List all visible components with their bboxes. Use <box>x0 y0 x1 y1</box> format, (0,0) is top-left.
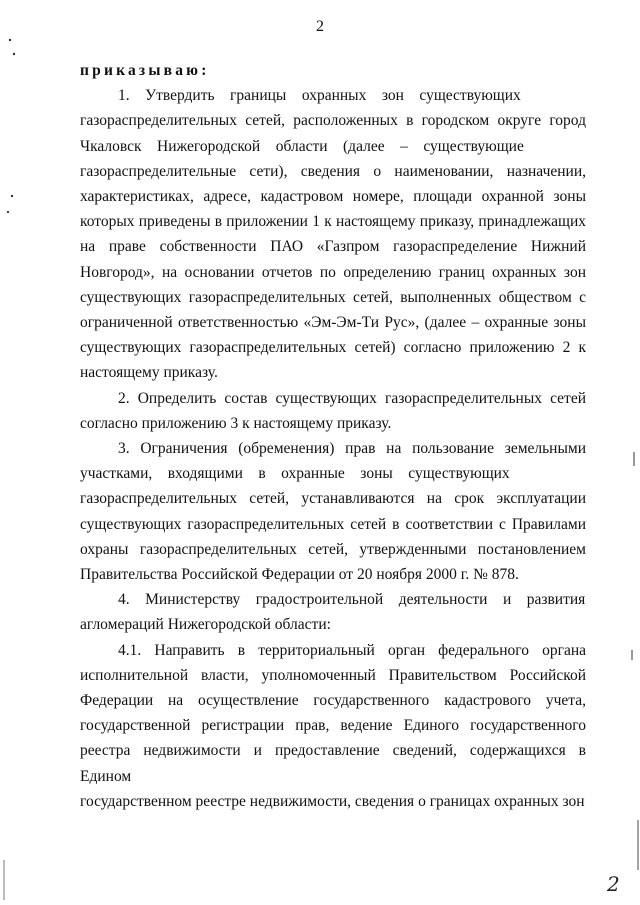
text-line: согласно приложению 3 к настоящему приказу. <box>80 414 392 432</box>
paragraph-p41 <box>80 638 586 814</box>
paragraph-p3 <box>80 436 586 587</box>
text-line: государственном реестре недвижимости, сведения о границах охранных зон <box>80 792 585 810</box>
text-line: существующих газораспределительных сетей) согласно приложению 2 к <box>80 339 586 357</box>
text-line: Правительства Российской Федерации от 20 ноября 2000 г. № 878. <box>80 566 519 584</box>
text-line: Чкаловск Нижегородской области (далее – существующие <box>80 137 524 155</box>
text-line: газораспределительных сетей, устанавливаются на срок эксплуатации <box>80 490 586 508</box>
text-line: 2. Определить состав существующих газораспределительных сетей <box>118 389 586 407</box>
text-line: охраны газораспределительных сетей, утвержденными постановлением <box>80 540 586 558</box>
text-line: газораспределительные сети), сведения о наименовании, назначении, <box>80 162 586 180</box>
text-line: реестра недвижимости и предоставление сведений, содержащихся в Едином <box>80 742 586 785</box>
text-line: участками, входящими в охранные зоны существующих <box>80 465 510 483</box>
text-line: которых приведены в приложении 1 к настоящему приказу, принадлежащих <box>80 213 586 231</box>
text-line: агломераций Нижегородской области: <box>80 616 331 634</box>
paragraph-p2 <box>80 386 586 436</box>
text-line: существующих газораспределительных сетей, выполненных обществом с <box>80 288 586 306</box>
text-line: Новгород», на основании отчетов по определению границ охранных зон <box>80 263 586 281</box>
text-line: характеристиках, адресе, кадастровом номере, площади охранной зоны <box>80 188 586 206</box>
text-line: государственной регистрации прав, ведение Единого государственного <box>80 717 586 735</box>
text-line: 1. Утвердить границы охранных зон существующих <box>118 87 521 105</box>
text-line: на праве собственности ПАО «Газпром газораспределение Нижний <box>80 238 586 256</box>
page-number: 2 <box>316 18 324 35</box>
text-line: 4. Министерству градостроительной деятельности и развития <box>118 591 586 609</box>
paragraph-list <box>80 83 586 814</box>
text-line: 4.1. Направить в территориальный орган федерального органа <box>118 641 586 659</box>
text-line: 3. Ограничения (обременения) прав на пользование земельными <box>118 440 586 458</box>
handwritten-page-mark <box>604 871 630 897</box>
text-line: газораспределительных сетей, расположенных в городском округе город <box>80 112 586 130</box>
order-heading: приказываю: <box>80 62 210 79</box>
text-line: настоящему приказу. <box>80 364 218 382</box>
text-line: Федерации на осуществление государственного кадастрового учета, <box>80 692 586 710</box>
text-line: существующих газораспределительных сетей в соответствии с Правилами <box>80 515 586 533</box>
paragraph-p1 <box>80 83 586 385</box>
document-body <box>80 58 586 814</box>
handwritten-number: 2 <box>607 872 620 896</box>
text-line: ограниченной ответственностью «Эм-Эм-Ти Рус», (далее – охранные зоны <box>80 314 586 332</box>
text-line: исполнительной власти, уполномоченный Правительством Российской <box>80 666 586 684</box>
paragraph-p4 <box>80 587 586 637</box>
